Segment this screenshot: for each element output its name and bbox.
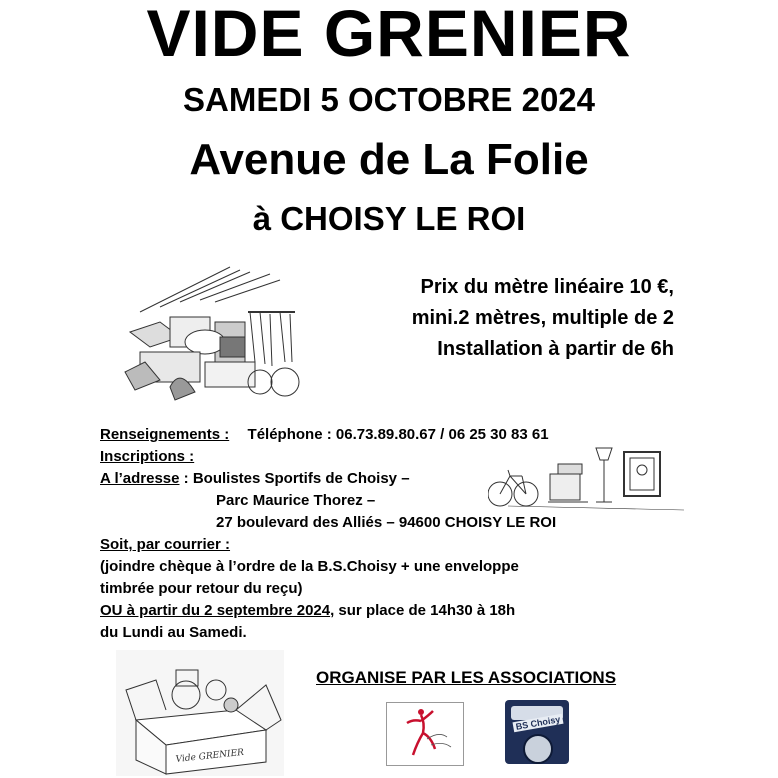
- dance-association-logo: [386, 702, 464, 766]
- renseignements-line: [100, 424, 760, 446]
- event-street: Avenue de La Folie: [189, 135, 589, 184]
- telephone: Téléphone : 06.73.89.80.67 / 06 25 30 83 61: [247, 426, 549, 443]
- place-label: OU à partir du 2 septembre 2024: [100, 602, 331, 619]
- renseignements-label: Renseignements :: [100, 426, 230, 443]
- minimum-meters: mini.2 mètres, multiple de 2: [411, 307, 674, 329]
- place-hours: , sur place de 14h30 à 18h: [330, 602, 516, 619]
- pricing-block: [412, 272, 674, 365]
- courrier-label: Soit, par courrier :: [100, 536, 231, 553]
- inscriptions-label: Inscriptions :: [100, 448, 195, 465]
- bs-choisy-logo: [505, 700, 569, 764]
- days-line: du Lundi au Samedi.: [100, 624, 247, 641]
- bs-choisy-label: BS Choisy: [513, 714, 564, 733]
- adresse-line2: Parc Maurice Thorez –: [216, 492, 376, 509]
- event-date: SAMEDI 5 OCTOBRE 2024: [182, 81, 596, 118]
- courrier-detail-1: (joindre chèque à l’ordre de la B.S.Choisy + une enveloppe: [100, 558, 519, 575]
- box-sketch-label: Vide GRENIER: [175, 747, 245, 765]
- attic-junk-illustration: [120, 262, 320, 410]
- petanque-ball-icon: [523, 734, 553, 764]
- poster-title: VIDE GRENIER: [146, 0, 632, 70]
- adresse-line1: : Boulistes Sportifs de Choisy –: [179, 470, 410, 487]
- event-city: à CHOISY LE ROI: [252, 200, 526, 237]
- courrier-line: [100, 534, 760, 556]
- adresse-label: A l’adresse: [100, 470, 180, 487]
- place-line: [100, 600, 760, 622]
- courrier-detail-2: timbrée pour retour du reçu): [100, 580, 303, 597]
- installation-time: Installation à partir de 6h: [437, 338, 674, 360]
- junk-box-illustration: [116, 650, 284, 776]
- furniture-bike-illustration: [488, 444, 684, 516]
- organizers-heading: ORGANISE PAR LES ASSOCIATIONS: [316, 668, 617, 687]
- adresse-line3: 27 boulevard des Alliés – 94600 CHOISY LE ROI: [216, 514, 557, 531]
- price-per-meter: Prix du mètre linéaire 10 €,: [420, 276, 674, 298]
